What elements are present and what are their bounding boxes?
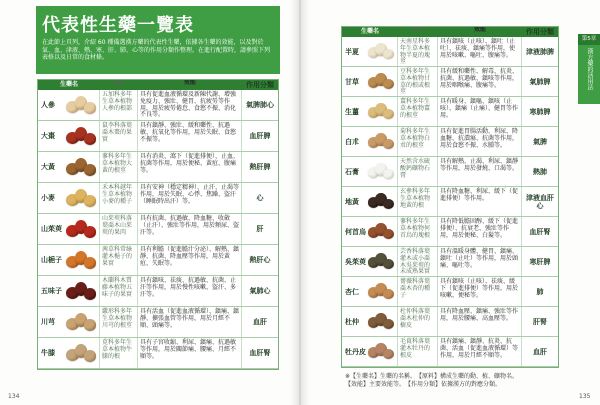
intro-text: 在此節上頁列，介紹 60 種備選漢方藥的代表性生藥，依據各生藥的效能，以及對於氣、血、津液、熱、寒、肝、肺、心等的作用分類作整理。在進行配置時，請參照下列表格以及日常的食材條。 bbox=[42, 39, 271, 62]
page-title: 代表性生藥一覽表 bbox=[42, 15, 194, 36]
herb-piece bbox=[84, 164, 97, 176]
herb-category bbox=[242, 214, 278, 244]
herb-category-text: 寒肝脾 bbox=[529, 257, 551, 266]
herb-effect: 具有鎮咳（止咳）、祛痰、緩下（促進排便）等作用，用於咳嗽、便秘等。 bbox=[438, 277, 522, 306]
herb-source: 薔薇科落葉喬木杏的種子 bbox=[398, 277, 438, 306]
herb-name-cell bbox=[38, 90, 100, 120]
herb-effect: 具有鎮靜、強壯、緩和藥性、抗過敏、抗氧化等作用，用於失眠、食慾不振等。 bbox=[138, 121, 242, 151]
herb-name-cell bbox=[38, 152, 100, 182]
herb-name: 小麥 bbox=[41, 194, 55, 202]
page-number: 134 bbox=[8, 393, 20, 400]
herb-name-cell bbox=[38, 276, 100, 306]
herb-name: 山梔子 bbox=[41, 256, 62, 264]
herb-name-cell bbox=[342, 277, 398, 306]
herb-effect: 具有暖身、鎮嘔、鎮咳（止咳）、鎮痛（止痛）、健胃等作用。 bbox=[438, 97, 522, 126]
herb-name-cell bbox=[342, 307, 398, 336]
table-row bbox=[38, 152, 278, 183]
herb-name: 牛膝 bbox=[41, 349, 55, 357]
herb-piece bbox=[383, 109, 394, 120]
fo-ti-root-photo bbox=[367, 221, 395, 242]
table-header bbox=[38, 80, 278, 90]
herb-name-cell bbox=[342, 37, 398, 66]
herb-source: 蓼科多年生草本植物大黃的根莖 bbox=[100, 152, 138, 182]
herb-piece bbox=[84, 257, 97, 269]
herb-effect: 具有促進胃腸活動、利尿、降血糖、抗潰瘍、抗菌等作用，用於食慾不振、水腫等。 bbox=[438, 127, 522, 156]
rhubarb-root-photo bbox=[65, 156, 97, 179]
herb-category bbox=[522, 307, 558, 336]
header-source: 原料 bbox=[112, 80, 125, 86]
herb-source: 芸香科落葉灌木或小喬木吳茱萸的未成熟果實 bbox=[398, 247, 438, 276]
herb-category-text: 氣肺脾 bbox=[529, 77, 551, 86]
herb-category-text: 氣肺心 bbox=[249, 287, 271, 295]
chapter-tab bbox=[578, 34, 600, 104]
herb-source: 薑科多年生草本植物薑的根莖 bbox=[398, 97, 438, 126]
herb-effect: 具有解熱、止渴、利尿、鎮靜等作用，用於發燒、口渴等。 bbox=[438, 157, 522, 186]
herb-name-cell bbox=[38, 307, 100, 337]
table-row bbox=[38, 121, 278, 152]
cornus-fruit-photo bbox=[65, 218, 97, 241]
herb-piece bbox=[383, 349, 394, 360]
table-row bbox=[38, 214, 278, 245]
herb-source: 鼠李科落葉喬木棗的果實 bbox=[100, 121, 138, 151]
herb-source: 豆科多年生草本植物甘草的根或根莖 bbox=[398, 67, 438, 96]
herb-category-text: 熱肝脾 bbox=[249, 163, 271, 171]
herb-category bbox=[522, 217, 558, 246]
herb-name: 山茱萸 bbox=[41, 225, 62, 233]
herb-category bbox=[242, 276, 278, 306]
chapter-title: 漢方藥的活用法 bbox=[586, 48, 593, 90]
herb-category-text: 肺 bbox=[536, 287, 544, 296]
table-row bbox=[38, 245, 278, 276]
herb-category bbox=[242, 90, 278, 120]
herb-category-text: 血肝脾 bbox=[249, 132, 271, 140]
herb-effect: 具有鎮咳（止咳）、鎮吐（止吐）、祛痰、鎮痛等作用，使用於咳嗽、嘔吐、腹痛等。 bbox=[438, 37, 522, 66]
herb-piece bbox=[383, 289, 394, 300]
header-herb-name: 生藥名 bbox=[360, 28, 379, 35]
herb-category bbox=[242, 245, 278, 275]
herb-name: 大黃 bbox=[41, 163, 55, 171]
table-row bbox=[342, 37, 558, 67]
herb-category-text: 津液肺脾 bbox=[526, 47, 554, 56]
eucommia-bark-photo bbox=[367, 311, 395, 332]
herb-category-text: 血肝腎 bbox=[249, 349, 271, 357]
herb-category-text: 心 bbox=[256, 194, 264, 202]
herb-piece bbox=[84, 102, 97, 114]
herb-category bbox=[522, 187, 558, 216]
table-row bbox=[342, 187, 558, 217]
herb-piece bbox=[383, 199, 394, 210]
herb-piece bbox=[383, 319, 394, 330]
rehmannia-root-photo bbox=[367, 191, 395, 212]
herb-effect: 具有鎮痛、鎮靜、抗炎、抗菌、活血（促進血液循環）等作用，用於月經不順等。 bbox=[438, 337, 522, 366]
table-row bbox=[38, 90, 278, 121]
gardenia-fruit-photo bbox=[65, 249, 97, 272]
herb-effect: 具有促進血液循環及新陳代謝、增強免疫力、強壯、健胃、抗疲勞等作用，用於疲勞倦怠、食慾不振、消化不良等。 bbox=[138, 90, 242, 120]
herb-piece bbox=[383, 139, 394, 150]
herb-category bbox=[242, 183, 278, 213]
herb-source: 菊科多年生草本植物白朮的根莖 bbox=[398, 127, 438, 156]
herb-category bbox=[522, 157, 558, 186]
herb-category bbox=[522, 97, 558, 126]
licorice-root-photo bbox=[367, 71, 395, 92]
herb-name: 白朮 bbox=[345, 137, 359, 146]
herb-effect: 具有利膽（促進膽汁分泌）、解熱、鎮靜、抗菌、降血壓等作用，用於黃疸、失眠等。 bbox=[138, 245, 242, 275]
herb-source: 五加科多年生草本植物人參的根部 bbox=[100, 90, 138, 120]
herb-source: 繖形科多年生草本植物川芎的根莖 bbox=[100, 307, 138, 337]
herb-category-text: 津液血肝心 bbox=[526, 193, 554, 210]
atractylodes-rhizome-photo bbox=[367, 131, 395, 152]
header-effect: 效能 bbox=[183, 80, 196, 86]
herb-effect: 具有降血壓、鎮痛、強壯等作用，用於腰痛、高血壓等。 bbox=[438, 307, 522, 336]
herb-name: 五味子 bbox=[41, 287, 62, 295]
herb-category bbox=[522, 127, 558, 156]
table-header bbox=[342, 27, 558, 37]
table-row bbox=[342, 127, 558, 157]
herb-category bbox=[242, 152, 278, 182]
herb-name: 生薑 bbox=[345, 107, 359, 116]
herb-source: 毛茛科落葉灌木牡丹的根皮 bbox=[398, 337, 438, 366]
herb-source: 杜仲科落葉喬木杜仲的樹皮 bbox=[398, 307, 438, 336]
herb-source: 木蘭科木質藤本植物五味子的果實 bbox=[100, 276, 138, 306]
herb-effect: 具有降低膽固醇、緩下（促進排便）、抗衰老、強壯等作用，用於便秘、白髮等。 bbox=[438, 217, 522, 246]
schisandra-berry-photo bbox=[65, 280, 97, 303]
pinellia-tuber-photo bbox=[367, 41, 395, 62]
herb-name: 地黃 bbox=[345, 197, 359, 206]
herb-effect: 具有消炎、瀉下（促進排便）、止血、抗菌等作用，用於便秘、黃疸、腹痛等。 bbox=[138, 152, 242, 182]
herb-piece bbox=[84, 195, 97, 207]
herb-name: 吳茱萸 bbox=[345, 257, 366, 266]
herb-name: 石膏 bbox=[345, 167, 359, 176]
table-row bbox=[342, 217, 558, 247]
herb-name: 川芎 bbox=[41, 318, 55, 326]
herb-category-text: 熱肝心 bbox=[249, 256, 271, 264]
herb-name-cell bbox=[342, 187, 398, 216]
herb-source: 山茱萸科落葉喬木山茱萸的果肉 bbox=[100, 214, 138, 244]
herb-source: 天然含水硫酸鈣礦物石膏 bbox=[398, 157, 438, 186]
herb-name: 杜仲 bbox=[345, 317, 359, 326]
herb-source: 茜草科常綠灌木梔子的果實 bbox=[100, 245, 138, 275]
table-row bbox=[342, 277, 558, 307]
herb-piece bbox=[84, 350, 97, 362]
herb-name-cell bbox=[38, 183, 100, 213]
herb-category-text: 氣脾 bbox=[533, 137, 547, 146]
herb-piece bbox=[84, 288, 97, 300]
table-row bbox=[38, 307, 278, 338]
herb-category-text: 氣脾肺心 bbox=[246, 101, 274, 109]
jujube-photo bbox=[65, 125, 97, 148]
note-line: 【效能】主要效能等。 【作用分類】依據漢方的對應分類。 bbox=[345, 381, 502, 388]
herb-piece bbox=[383, 229, 394, 240]
herb-category bbox=[242, 338, 278, 368]
table-notes bbox=[345, 373, 557, 389]
herb-name: 牡丹皮 bbox=[345, 347, 366, 356]
header-source: 原料 bbox=[411, 27, 424, 33]
herb-effect: 具有降血糖、利尿、緩下（促進排便）等作用。 bbox=[438, 187, 522, 216]
herb-name-cell bbox=[342, 337, 398, 366]
ginger-rhizome-photo bbox=[367, 101, 395, 122]
herb-category-text: 血肝 bbox=[253, 318, 267, 326]
header-herb-name: 生藥名 bbox=[59, 81, 78, 88]
herb-source: 天南星科多年生草本植物半夏的塊莖 bbox=[398, 37, 438, 66]
herb-effect: 具有活血（促進血液循環）、鎮痛、鎮靜、擴張血管等作用，用於月經不順、頭痛等。 bbox=[138, 307, 242, 337]
herb-name: 杏仁 bbox=[345, 287, 359, 296]
herb-name-cell bbox=[342, 97, 398, 126]
herb-name-cell bbox=[38, 121, 100, 151]
herb-category bbox=[522, 337, 558, 366]
herb-effect: 具有緩和藥性、解毒、抗炎、抗菌、抗過敏、鎮咳等作用，用於咽喉痛、腹痛等。 bbox=[438, 67, 522, 96]
herb-name-cell bbox=[342, 217, 398, 246]
herb-effect: 具有鎮咳、祛痰、抗過敏、抗菌、止汗等作用，用於慢性咳嗽、盜汗、多汗等。 bbox=[138, 276, 242, 306]
herb-category-text: 肝腎 bbox=[533, 317, 547, 326]
moutan-bark-photo bbox=[367, 341, 395, 362]
herb-name-cell bbox=[38, 245, 100, 275]
wheat-grain-photo bbox=[65, 187, 97, 210]
herb-name-cell bbox=[342, 127, 398, 156]
evodia-fruit-photo bbox=[367, 251, 395, 272]
herb-category-text: 血肝 bbox=[533, 347, 547, 356]
header-category: 作用分類 bbox=[246, 81, 274, 89]
herb-source: 玄參科多年生草本植物地黃的根 bbox=[398, 187, 438, 216]
herb-category bbox=[242, 307, 278, 337]
table-row bbox=[38, 183, 278, 214]
herb-piece bbox=[84, 319, 97, 331]
table-row bbox=[342, 97, 558, 127]
herb-source: 禾本科越年生草本植物小麥的種子 bbox=[100, 183, 138, 213]
herb-name: 半夏 bbox=[345, 47, 359, 56]
table-row bbox=[342, 67, 558, 97]
herb-name: 甘草 bbox=[345, 77, 359, 86]
left-page bbox=[0, 0, 299, 405]
gypsum-mineral-photo bbox=[367, 161, 395, 182]
herb-effect: 具有抗菌、抗過敏、降血糖、收斂（止汗）、強壯等作用，用於頻尿、盜汗等。 bbox=[138, 214, 242, 244]
herb-name-cell bbox=[342, 247, 398, 276]
table-row bbox=[342, 157, 558, 187]
herb-piece bbox=[84, 226, 97, 238]
herb-source: 蓼科多年生草本植物何首烏的塊根 bbox=[398, 217, 438, 246]
herb-name-cell bbox=[38, 338, 100, 368]
herb-table-right bbox=[342, 27, 558, 367]
chapter-number: 第5章 bbox=[578, 34, 600, 45]
herb-name: 人參 bbox=[41, 101, 55, 109]
herb-category bbox=[522, 67, 558, 96]
herb-piece bbox=[383, 49, 394, 60]
herb-name-cell bbox=[342, 157, 398, 186]
page-number: 135 bbox=[579, 393, 591, 400]
title-banner bbox=[36, 6, 280, 74]
herb-source: 莧科多年生草本植物牛膝的根 bbox=[100, 338, 138, 368]
herb-category-text: 寒肺脾 bbox=[529, 107, 551, 116]
apricot-kernel-photo bbox=[367, 281, 395, 302]
herb-piece bbox=[383, 79, 394, 90]
herb-piece bbox=[383, 259, 394, 270]
herb-category-text: 肝 bbox=[256, 225, 264, 233]
table-row bbox=[342, 337, 558, 367]
herb-effect: 具有安神（穩定精神）、止汗、止渴等作用，用於失眠、心悸、焦躁、盜汗（睡眠時出汗）等。 bbox=[138, 183, 242, 213]
herb-table-left bbox=[38, 80, 278, 369]
herb-category bbox=[522, 277, 558, 306]
herb-piece bbox=[383, 169, 394, 180]
herb-category-text: 熱肺 bbox=[533, 167, 547, 176]
header-effect: 效能 bbox=[473, 27, 486, 33]
herb-category bbox=[522, 247, 558, 276]
herb-piece bbox=[84, 133, 97, 145]
herb-category bbox=[242, 121, 278, 151]
achyranthes-root-photo bbox=[65, 342, 97, 365]
herb-effect: 具有子宮收縮、利尿、鎮痛、抗過敏等作用，用於關節痛、腰痛、月經不順等。 bbox=[138, 338, 242, 368]
ginseng-root-photo bbox=[65, 94, 97, 117]
right-page bbox=[301, 0, 600, 405]
herb-effect: 具有溫暖身體、健胃、鎮痛、鎮吐（止吐）等作用，用於頭痛、嘔吐等。 bbox=[438, 247, 522, 276]
chuanxiong-rhizome-photo bbox=[65, 311, 97, 334]
table-row bbox=[342, 247, 558, 277]
note-line: ※【生藥名】生藥的名稱。 【原料】構成生藥的動、植、礦物名。 bbox=[345, 373, 519, 380]
herb-category-text: 血肝腎 bbox=[529, 227, 551, 236]
book-gutter bbox=[290, 0, 310, 405]
table-row bbox=[342, 307, 558, 337]
table-row bbox=[38, 338, 278, 369]
herb-name: 大棗 bbox=[41, 132, 55, 140]
herb-name: 何首烏 bbox=[345, 227, 366, 236]
herb-name-cell bbox=[342, 67, 398, 96]
herb-category bbox=[522, 37, 558, 66]
header-category: 作用分類 bbox=[526, 28, 554, 36]
herb-name-cell bbox=[38, 214, 100, 244]
table-row bbox=[38, 276, 278, 307]
